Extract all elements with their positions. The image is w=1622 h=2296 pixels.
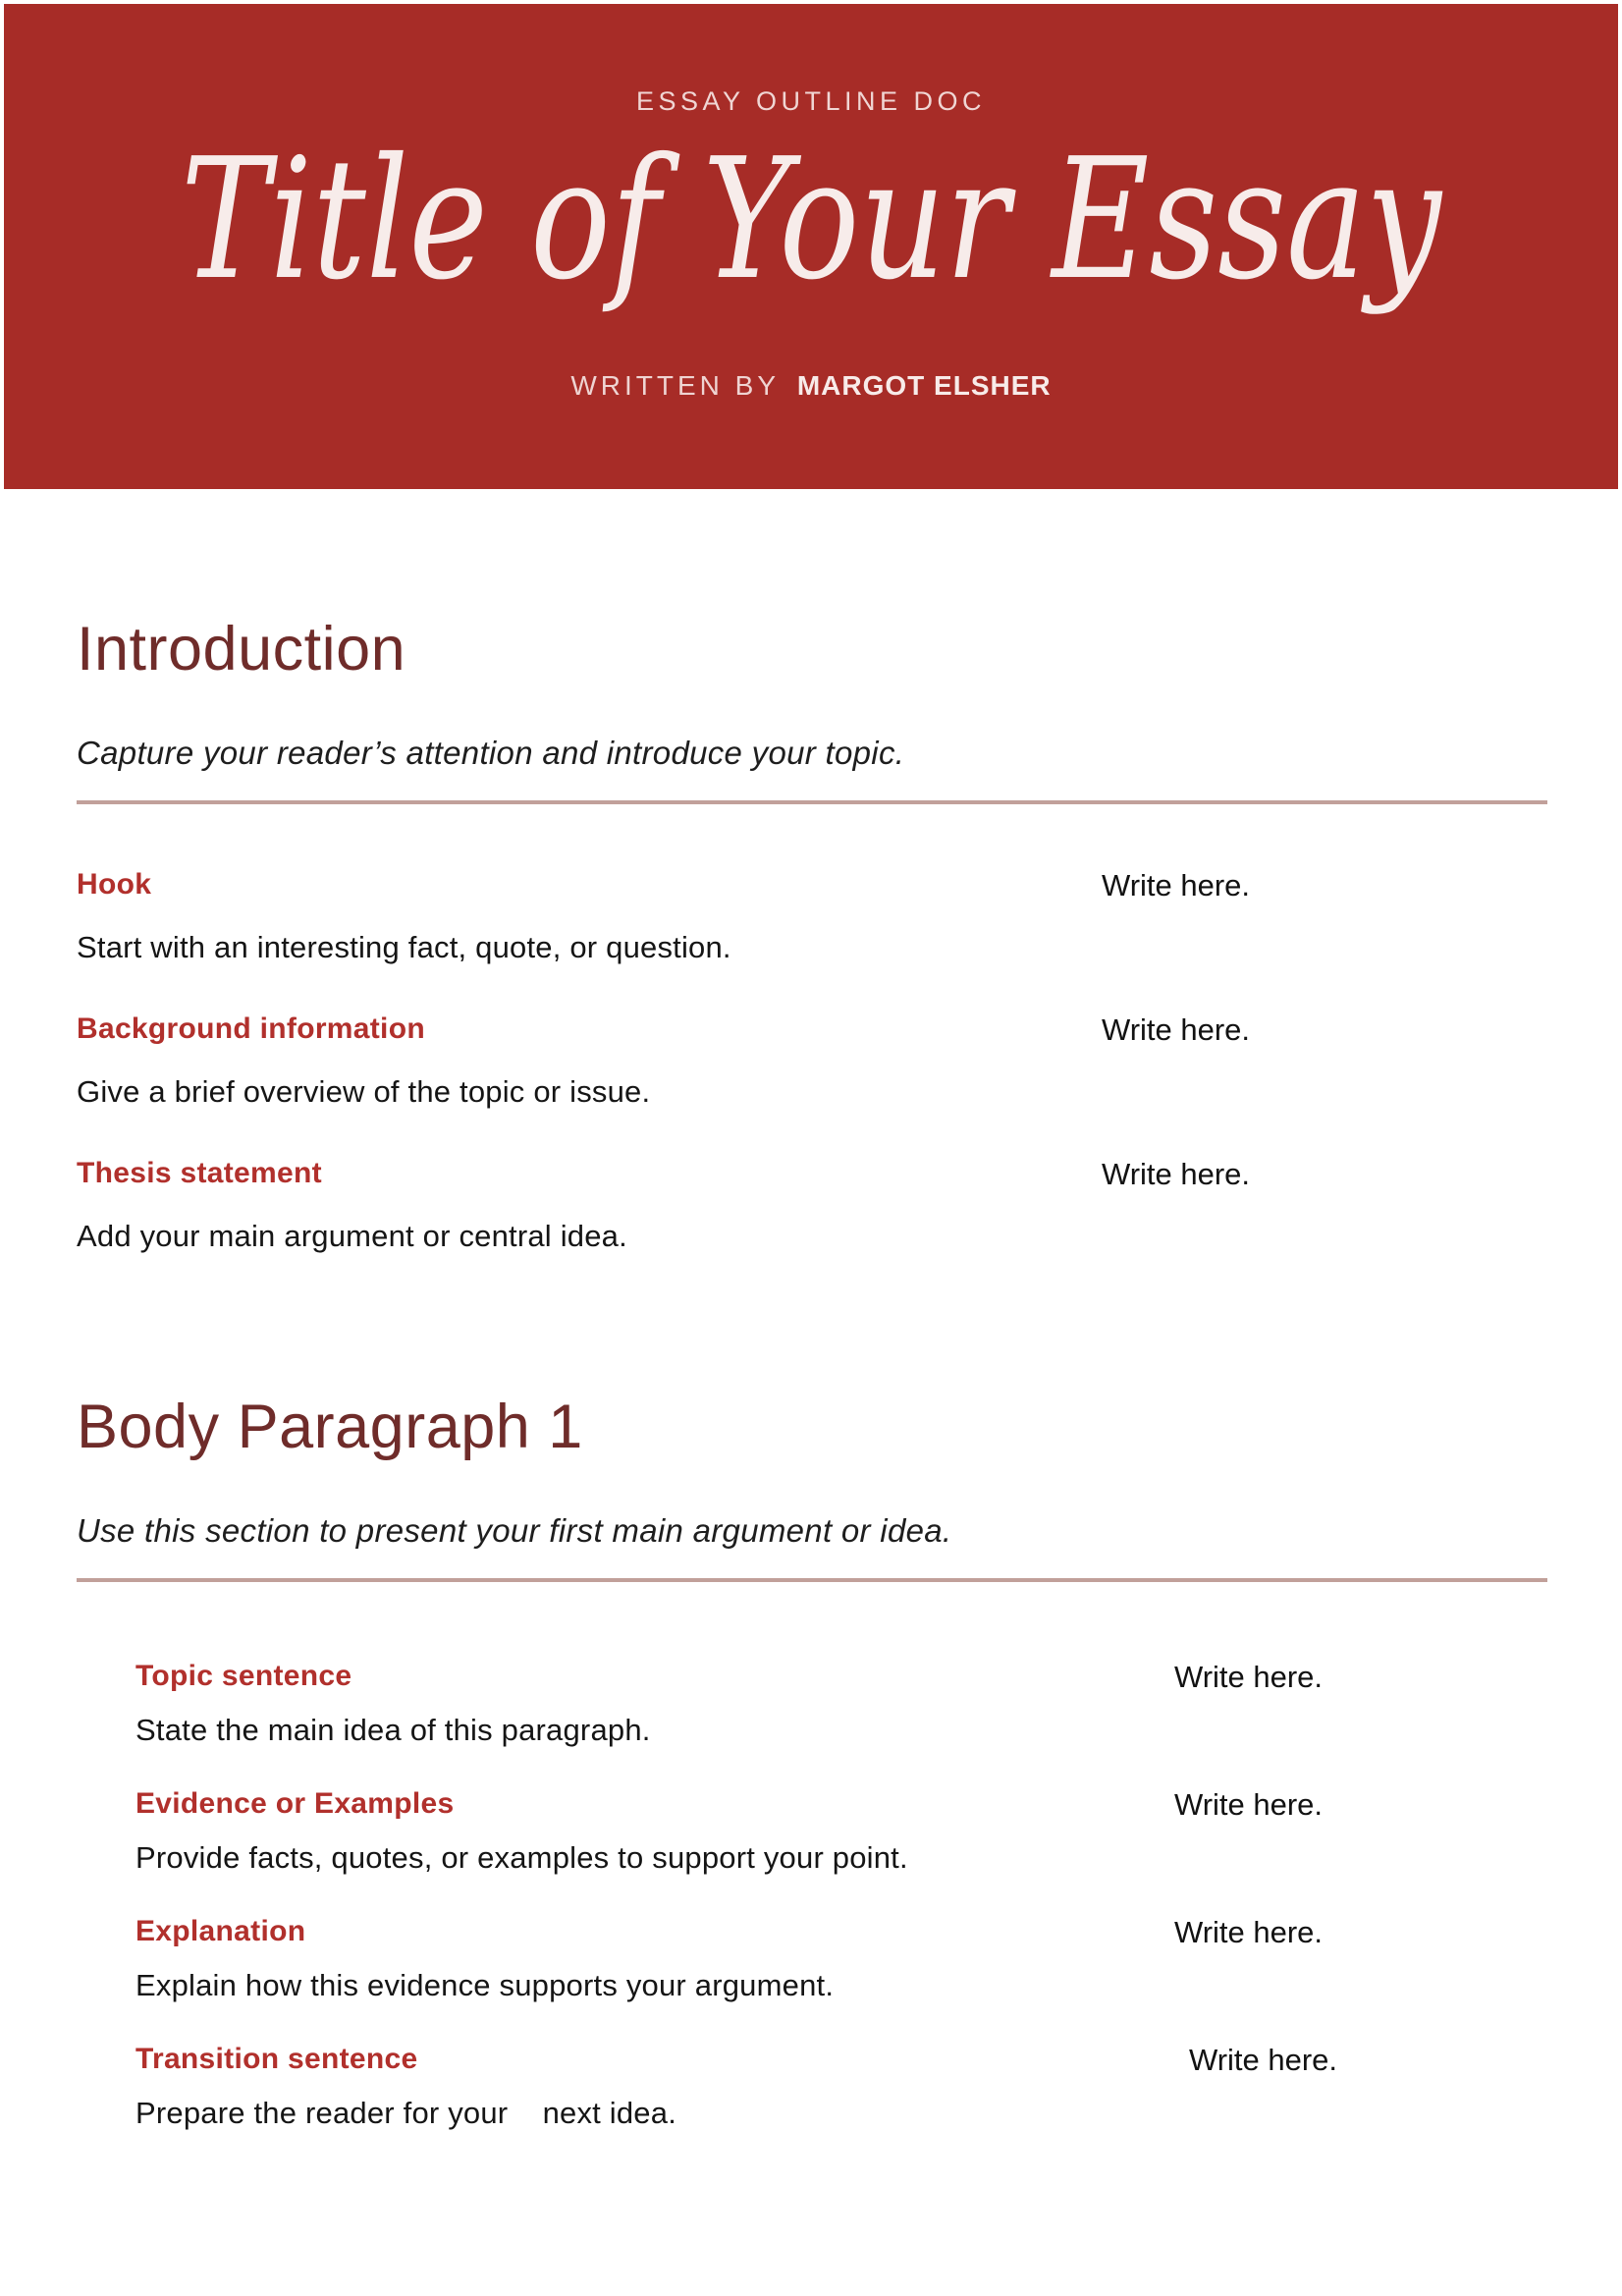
- row-description: Start with an interesting fact, quote, or question.: [77, 930, 731, 965]
- row-label: Evidence or Examples: [135, 1787, 455, 1821]
- write-here-field[interactable]: Write here.: [1102, 868, 1251, 903]
- row-description: State the main idea of this paragraph.: [135, 1713, 651, 1748]
- outline-row-transition-sentence: [135, 2040, 1547, 2134]
- row-description: Give a brief overview of the topic or issue.: [77, 1074, 651, 1110]
- row-description: Explain how this evidence supports your argument.: [135, 1968, 835, 2003]
- section-introduction: [77, 617, 1547, 1257]
- author-name: MARGOT ELSHER: [796, 370, 1052, 401]
- outline-row-evidence-or-examples: [135, 1784, 1547, 1879]
- doc-type-label: ESSAY OUTLINE DOC: [635, 86, 987, 116]
- outline-rows: [77, 865, 1547, 1257]
- essay-title: Title of Your Essay: [181, 123, 1441, 317]
- outline-row-explanation: [135, 1912, 1547, 2006]
- row-description: Add your main argument or central idea.: [77, 1219, 627, 1254]
- row-label: Hook: [77, 868, 152, 902]
- header-banner: [4, 4, 1618, 489]
- row-label: Background information: [77, 1012, 425, 1046]
- outline-rows: [77, 1657, 1547, 2134]
- section-heading: Introduction: [77, 615, 406, 683]
- write-here-field[interactable]: Write here.: [1174, 1660, 1324, 1695]
- document-body: [0, 617, 1622, 2134]
- section-heading: Body Paragraph 1: [77, 1393, 583, 1462]
- row-label-line: [77, 1010, 1547, 1049]
- outline-row-topic-sentence: [135, 1657, 1547, 1751]
- section-divider: [77, 800, 1547, 804]
- row-label-line: [135, 1784, 1547, 1824]
- row-label: Explanation: [135, 1915, 306, 1948]
- write-here-field[interactable]: Write here.: [1102, 1157, 1251, 1192]
- section-subtitle: Capture your reader’s attention and introduce your topic.: [77, 735, 905, 772]
- write-here-field[interactable]: Write here.: [1189, 2043, 1338, 2078]
- section-divider: [77, 1578, 1547, 1582]
- row-label-line: [135, 2040, 1547, 2079]
- section-body-paragraph-1: [77, 1394, 1547, 2134]
- byline-prefix: WRITTEN BY: [570, 370, 781, 401]
- write-here-field[interactable]: Write here.: [1174, 1915, 1324, 1950]
- row-label-line: [135, 1657, 1547, 1696]
- row-description: Prepare the reader for your next idea.: [135, 2096, 677, 2131]
- outline-row-thesis-statement: [77, 1154, 1547, 1257]
- row-label-line: [77, 1154, 1547, 1193]
- row-label-line: [135, 1912, 1547, 1951]
- row-label: Topic sentence: [135, 1660, 352, 1693]
- outline-row-hook: [77, 865, 1547, 968]
- write-here-field[interactable]: Write here.: [1102, 1012, 1251, 1048]
- section-subtitle: Use this section to present your first main argument or idea.: [77, 1512, 952, 1550]
- row-description: Provide facts, quotes, or examples to support your point.: [135, 1840, 908, 1876]
- row-label: Transition sentence: [135, 2043, 418, 2076]
- byline: [4, 368, 1618, 404]
- write-here-field[interactable]: Write here.: [1174, 1787, 1324, 1823]
- row-label: Thesis statement: [77, 1157, 322, 1190]
- row-label-line: [77, 865, 1547, 904]
- outline-row-background-information: [77, 1010, 1547, 1113]
